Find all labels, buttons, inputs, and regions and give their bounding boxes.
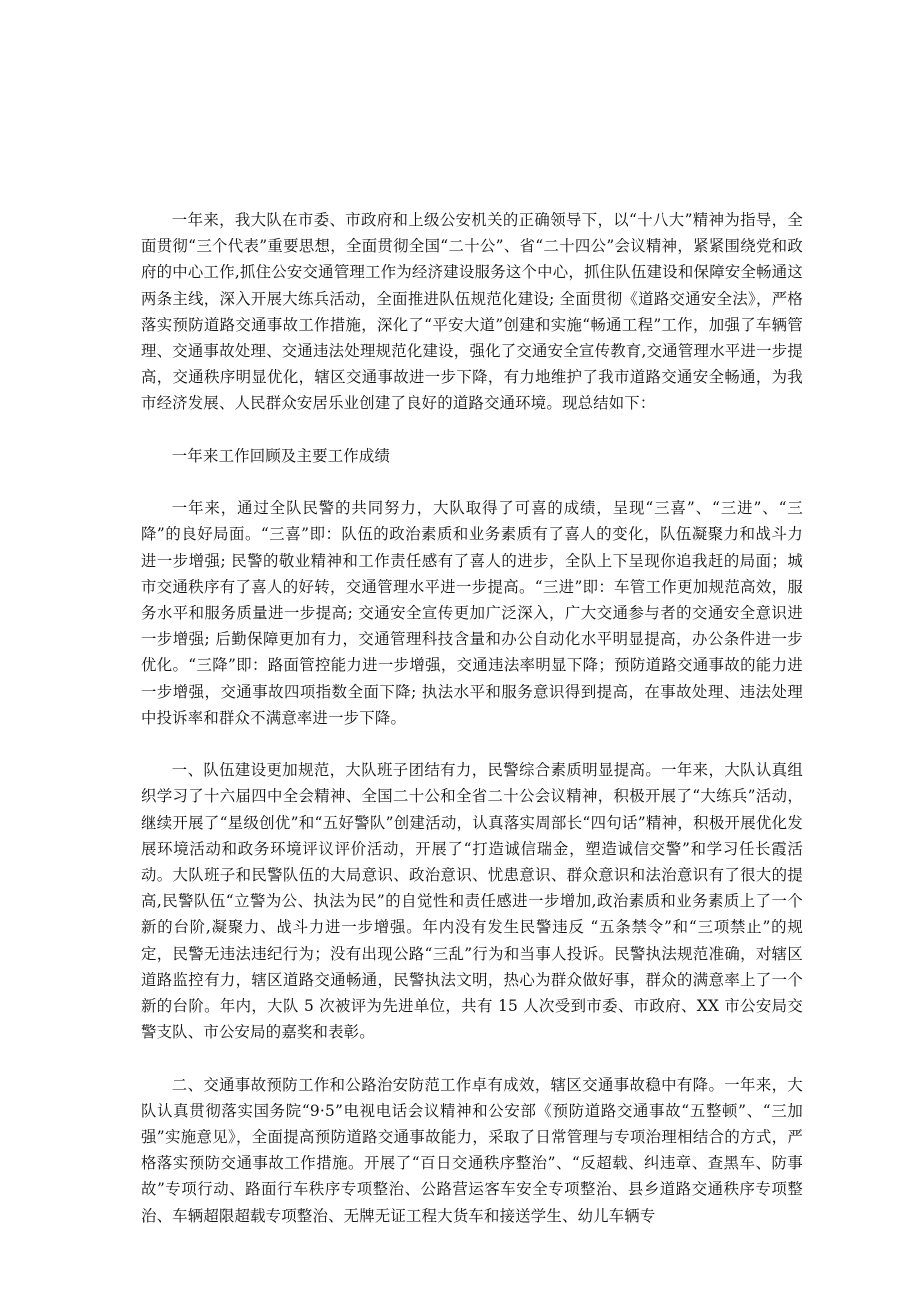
intro-paragraph: 一年来，我大队在市委、市政府和上级公安机关的正确领导下，以“十八大”精神为指导，全面贯彻“三个代表”重要思想，全面贯彻全国“二十公”、省“二十四公”会议精神，紧紧围绕党和政府的中心工作,抓住公安交通管理工作为经济建设服务这个中心，抓住队伍建设和保障安全畅通这两条主线，深入开展大练兵活动，全面推进队伍规范化建设; 全面贯彻《道路交通安全法》，严格落实预防道路交通事故工作措施，深化了“平安大道”创建和实施“畅通工程”工作，加强了车辆管理、交通事故处理、交通违法处理规范化建设，强化了交通安全宣传教育,交通管理水平进一步提高，交通秩序明显优化，辖区交通事故进一步下降，有力地维护了我市道路交通安全畅通，为我市经济发展、人民群众安居乐业创建了良好的道路交通环境。现总结如下： (141, 211, 803, 413)
paragraph-spacer (141, 1045, 803, 1071)
team-building-paragraph: 一、队伍建设更加规范，大队班子团结有力，民警综合素质明显提高。一年来，大队认真组织学习了十六届四中全会精神、全国二十公和全省二十公会议精神，积极开展了“大练兵”活动，继续开展了“星级创优”和“五好警队”创建活动，认真落实周部长“四句话”精神，积极开展优化发展环境活动和政务环境评议评价活动，开展了“打造诚信瑞金，塑造诚信交警”和学习任长霞活动。大队班子和民警队伍的大局意识、政治意识、忧患意识、群众意识和法治意识有了很大的提高,民警队伍“立警为公、执法为民”的自觉性和责任感进一步增加,政治素质和业务素质上了一个新的台阶,凝聚力、战斗力进一步增强。年内没有发生民警违反 “五条禁令”和“三项禁止”的规定，民警无违法违纪行为；没有出现公路“三乱”行为和当事人投诉。民警执法规范准确，对辖区道路监控有力，辖区道路交通畅通，民警执法文明，热心为群众做好事，群众的满意率上了一个新的台阶。年内，大队 5 次被评为先进单位，共有 15 人次受到市委、市政府、XX 市公安局交警支队、市公安局的嘉奖和表彰。 (141, 761, 803, 1042)
section-heading: 一年来工作回顾及主要工作成绩 (171, 446, 391, 465)
paragraph-spacer (141, 469, 803, 495)
achievements-paragraph: 一年来，通过全队民警的共同努力，大队取得了可喜的成绩，呈现“三喜”、“三进”、“三降”的良好局面。“三喜”即：队伍的政治素质和业务素质有了喜人的变化，队伍凝聚力和战斗力进一步增强; 民警的敬业精神和工作责任感有了喜人的进步，全队上下呈现你追我赶的局面；城市交通秩序有了喜人的好转，交通管理水平进一步提高。“三进”即：车管工作更加规范高效，服务水平和服务质量进一步提高; 交通安全宣传更加广泛深入，广大交通参与者的交通安全意识进一步增强; 后勤保障更加有力，交通管理科技含量和办公自动化水平明显提高，办公条件进一步优化。“三降”即：路面管控能力进一步增强，交通违法率明显下降；预防道路交通事故的能力进一步增强，交通事故四项指数全面下降; 执法水平和服务意识得到提高，在事故处理、违法处理中投诉率和群众不满意率进一步下降。 (141, 499, 803, 727)
document-body (141, 207, 803, 1229)
accident-prevention-paragraph: 二、交通事故预防工作和公路治安防范工作卓有成效，辖区交通事故稳中有降。一年来，大队认真贯彻落实国务院“9·5”电视电话会议精神和公安部《预防道路交通事故“五整顿”、“三加强”实施意见》，全面提高预防道路交通事故能力，采取了日常管理与专项治理相结合的方式，严格落实预防交通事故工作措施。开展了“百日交通秩序整治”、“反超载、纠违章、查黑车、防事故”专项行动、路面行车秩序专项整治、公路营运客车安全专项整治、县乡道路交通秩序专项整治、车辆超限超载专项整治、无牌无证工程大货车和接送学生、幼儿车辆专 (141, 1075, 803, 1225)
paragraph-spacer (141, 417, 803, 443)
paragraph-spacer (141, 731, 803, 757)
